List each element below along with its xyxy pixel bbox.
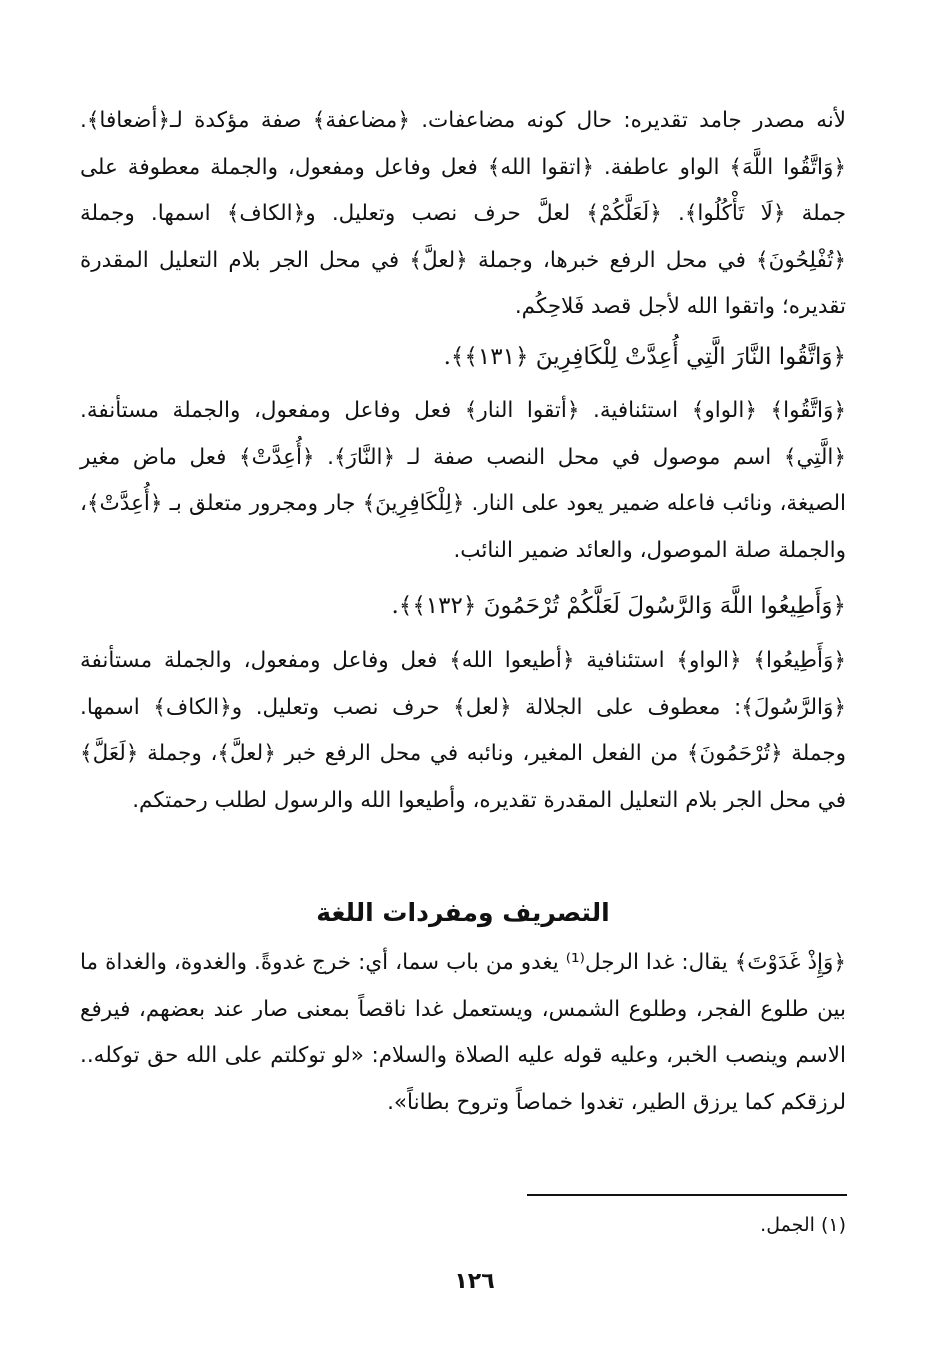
paragraph-grammar-analysis-1: لأنه مصدر جامد تقديره: حال كونه مضاعفات. ﴿مضاعفة﴾ صفة مؤكدة لـ﴿أضعافا﴾. ﴿وَاتَّقُوا اللَّهَ﴾ الواو عاطفة. ﴿اتقوا الله﴾ فعل وفاعل ومفعول، والجملة معطوفة على جملة ﴿لَا تَأْكُلُوا﴾. ﴿لَعَلَّكُمْ﴾ لعلَّ حرف نصب وتعليل. و﴿الكاف﴾ اسمها. وجملة ﴿تُفْلِحُونَ﴾ في محل الرفع خبرها، وجملة ﴿لعلَّ﴾ في محل الجر بلام التعليل المقدرة تقديره؛ واتقوا الله لأجل قصد فَلاحِكُم. [80,108,846,319]
footnote-divider [527,1194,847,1196]
paragraph-grammar-analysis-3: ﴿وَأَطِيعُوا﴾ ﴿الواو﴾ استئنافية ﴿أطيعوا الله﴾ فعل وفاعل ومفعول، والجملة مستأنفة ﴿وَالرَّسُولَ﴾: معطوف على الجلالة ﴿لعل﴾ حرف نصب وتعليل. و﴿الكاف﴾ اسمها. وجملة ﴿تُرْحَمُونَ﴾ من الفعل المغير، ونائبه في محل الرفع خبر ﴿لعلَّ﴾، وجملة ﴿لَعَلَّ﴾ في محل الجر بلام التعليل المقدرة تقديره، وأطيعوا الله والرسول لطلب رحمتكم. [80,648,846,813]
quran-verse-132: ﴿وَأَطِيعُوا اللَّهَ وَالرَّسُولَ لَعَلَّكُمْ تُرْحَمُونَ ﴿١٣٢﴾﴾. [391,593,846,619]
paragraph-vocabulary: ﴿وَإِذْ غَدَوْتَ﴾ يقال: غدا الرجل⁽¹⁾ يغدو من باب سما، أي: خرج غدوةً. والغدوة، والغداة ما بين طلوع الفجر، وطلوع الشمس، ويستعمل غدا ناقصاً بمعنى صار عند بعضهم، فيرفع الاسم وينصب الخبر، وعليه قوله عليه الصلاة والسلام: «لو توكلتم على الله حق توكله.. لرزقكم كما يرزق الطير، تغدوا خماصاً وتروح بطاناً». [80,950,846,1115]
section-heading: التصريف ومفردات اللغة [316,898,610,927]
quran-verse-131: ﴿وَاتَّقُوا النَّارَ الَّتِي أُعِدَّتْ لِلْكَافِرِينَ ﴿١٣١﴾﴾. [443,344,846,370]
page-number: ١٢٦ [454,1269,495,1294]
paragraph-grammar-analysis-2: ﴿وَاتَّقُوا﴾ ﴿الواو﴾ استئنافية. ﴿أتقوا النار﴾ فعل وفاعل ومفعول، والجملة مستأنفة. ﴿الَّتِي﴾ اسم موصول في محل النصب صفة لـ ﴿النَّارَ﴾. ﴿أُعِدَّتْ﴾ فعل ماض مغير الصيغة، ونائب فاعله ضمير يعود على النار. ﴿لِلْكَافِرِينَ﴾ جار ومجرور متعلق بـ ﴿أُعِدَّتْ﴾، والجملة صلة الموصول، والعائد ضمير النائب. [80,398,846,563]
footnote: (١) الجمل. [760,1214,846,1236]
